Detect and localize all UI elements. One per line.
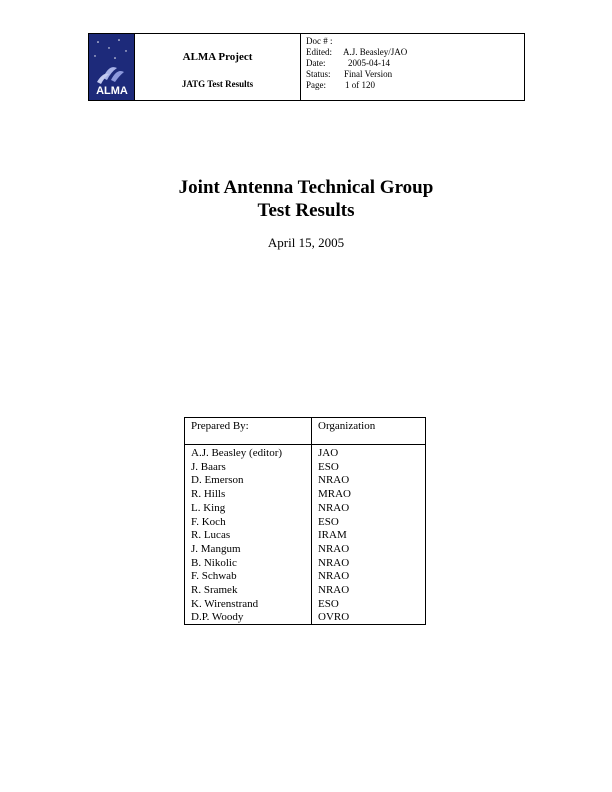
page-label: Page: bbox=[306, 80, 326, 90]
status-value: Final Version bbox=[344, 69, 393, 79]
date-label: Date: bbox=[306, 58, 326, 68]
author-name: A.J. Beasley (editor) bbox=[191, 447, 283, 459]
authors-table bbox=[184, 417, 426, 625]
author-orgs-column bbox=[318, 447, 351, 625]
document-date: April 15, 2005 bbox=[267, 235, 345, 250]
document-subtitle: JATG Test Results bbox=[181, 79, 254, 89]
document-title-line-2: Test Results bbox=[257, 200, 355, 221]
header-meta-cell bbox=[301, 34, 524, 100]
page-value: 1 of 120 bbox=[345, 80, 375, 90]
author-org: ESO bbox=[318, 515, 339, 528]
header-title-cell bbox=[135, 34, 301, 100]
date-value: 2005-04-14 bbox=[348, 58, 390, 68]
author-org: ESO bbox=[318, 460, 339, 473]
logo-text: ALMA bbox=[96, 85, 128, 97]
author-name: R. Sramek bbox=[191, 584, 238, 597]
author-name: J. Mangum bbox=[191, 542, 241, 555]
table-header-divider bbox=[185, 444, 425, 445]
author-name: F. Koch bbox=[191, 515, 226, 528]
author-name: F. Schwab bbox=[191, 570, 237, 583]
prepared-by-header: Prepared By: bbox=[191, 420, 249, 432]
status-label: Status: bbox=[306, 69, 331, 79]
author-org: OVRO bbox=[318, 611, 350, 624]
document-header bbox=[88, 33, 525, 101]
author-name: B. Nikolic bbox=[191, 556, 237, 569]
author-org: NRAO bbox=[318, 474, 350, 487]
author-org: NRAO bbox=[318, 556, 350, 569]
project-name: ALMA Project bbox=[182, 51, 253, 63]
author-org: NRAO bbox=[318, 570, 350, 583]
author-org: NRAO bbox=[318, 542, 350, 555]
meta-edited bbox=[306, 47, 407, 58]
organization-header: Organization bbox=[318, 420, 376, 432]
author-name: K. Wirenstrand bbox=[191, 597, 259, 610]
author-names-column bbox=[191, 447, 282, 625]
meta-date bbox=[306, 58, 407, 69]
alma-logo-graphic bbox=[89, 34, 135, 100]
meta-status bbox=[306, 69, 407, 80]
author-name: J. Baars bbox=[191, 460, 226, 473]
author-org: NRAO bbox=[318, 584, 350, 597]
document-title-line-1: Joint Antenna Technical Group bbox=[178, 177, 434, 198]
meta-page bbox=[306, 80, 407, 91]
author-name: R. Hills bbox=[191, 488, 226, 501]
doc-value bbox=[336, 36, 337, 47]
author-org: ESO bbox=[318, 597, 339, 610]
edited-label: Edited: bbox=[306, 47, 332, 57]
author-name: D.P. Woody bbox=[191, 611, 244, 624]
author-org: NRAO bbox=[318, 501, 350, 514]
author-org: JAO bbox=[318, 447, 339, 459]
author-org: IRAM bbox=[318, 529, 347, 542]
author-name: L. King bbox=[191, 501, 226, 514]
edited-value: A.J. Beasley/JAO bbox=[343, 47, 408, 57]
table-column-divider bbox=[311, 418, 312, 624]
alma-logo bbox=[89, 34, 135, 100]
meta-doc bbox=[306, 36, 407, 47]
author-name: R. Lucas bbox=[191, 529, 231, 542]
doc-label: Doc # : bbox=[306, 36, 333, 46]
author-name: D. Emerson bbox=[191, 474, 244, 487]
author-org: MRAO bbox=[318, 488, 352, 501]
doc-metadata bbox=[306, 36, 407, 91]
